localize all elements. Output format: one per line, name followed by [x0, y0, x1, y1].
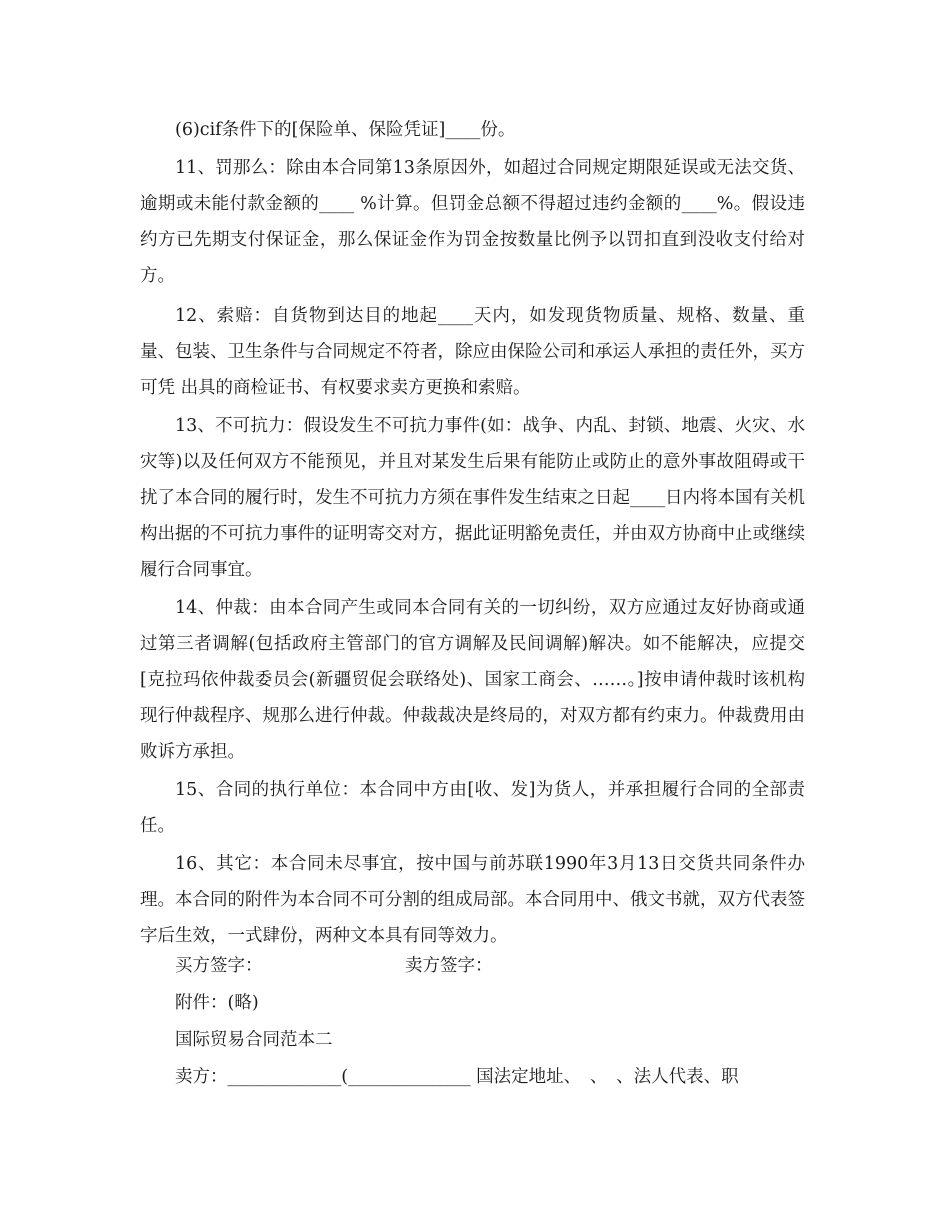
clause-15-executing-unit: 15、合同的执行单位：本合同中方由[收、发]为货人，并承担履行合同的全部责任。 [140, 780, 805, 836]
clause-13-force-majeure: 13、不可抗力：假设发生不可抗力事件(如：战争、内乱、封锁、地震、火灾、水灾等)以及任何双方不能预见，并且对某发生后果有能防止或防止的意外事故阻碍或干扰了本合同的履行时，发生不可抗力方须在事件发生结束之日起____日内将本国有关机构出据的不可抗力事件的证明寄交对方，据此证明豁免责任，并由双方协商中止或继续履行合同事宜。 [140, 416, 805, 580]
template-title: 国际贸易合同范本二 [175, 1030, 333, 1050]
attachment-note: 附件：(略) [175, 993, 259, 1013]
seller-info-line: 卖方：_____________(______________ 国法定地址、 、 、法人代表、职 [175, 1067, 739, 1087]
clause-11-penalty: 11、罚那么：除由本合同第13条原因外，如超过合同规定期限延误或无法交货、逾期或未能付款金额的____ %计算。但罚金总额不得超过违约金额的____%。假设违约方已先期支付保证金，那么保证金作为罚金按数量比例予以罚扣直到没收支付给对方。 [140, 158, 805, 286]
clause-16-other: 16、其它：本合同未尽事宜，按中国与前苏联1990年3月13日交货共同条件办理。本合同的附件为本合同不可分割的组成局部。本合同用中、俄文书就，双方代表签字后生效，一式肆份，两种文本具有同等效力。 [140, 854, 805, 946]
clause-6-cif: (6)cif条件下的[保险单、保险凭证]____份。 [175, 120, 516, 140]
seller-signature-label: 卖方签字： [405, 956, 493, 976]
buyer-signature-label: 买方签字： [175, 956, 263, 976]
clause-12-claims: 12、索赔：自货物到达目的地起____天内，如发现货物质量、规格、数量、重量、包装、卫生条件与合同规定不符者，除应由保险公司和承运人承担的责任外，买方可凭 出具的商检证书、有权要求卖方更换和索赔。 [140, 306, 805, 398]
clause-14-arbitration: 14、仲裁：由本合同产生或同本合同有关的一切纠纷，双方应通过友好协商或通过第三者调解(包括政府主管部门的官方调解及民间调解)解决。如不能解决，应提交[克拉玛依仲裁委员会(新疆贸促会联络处)、国家工商会、……。]按申请仲裁时该机构现行仲裁程序、规那么进行仲裁。仲裁裁决是终局的，对双方都有约束力。仲裁费用由败诉方承担。 [140, 598, 805, 762]
signature-row [175, 948, 493, 984]
